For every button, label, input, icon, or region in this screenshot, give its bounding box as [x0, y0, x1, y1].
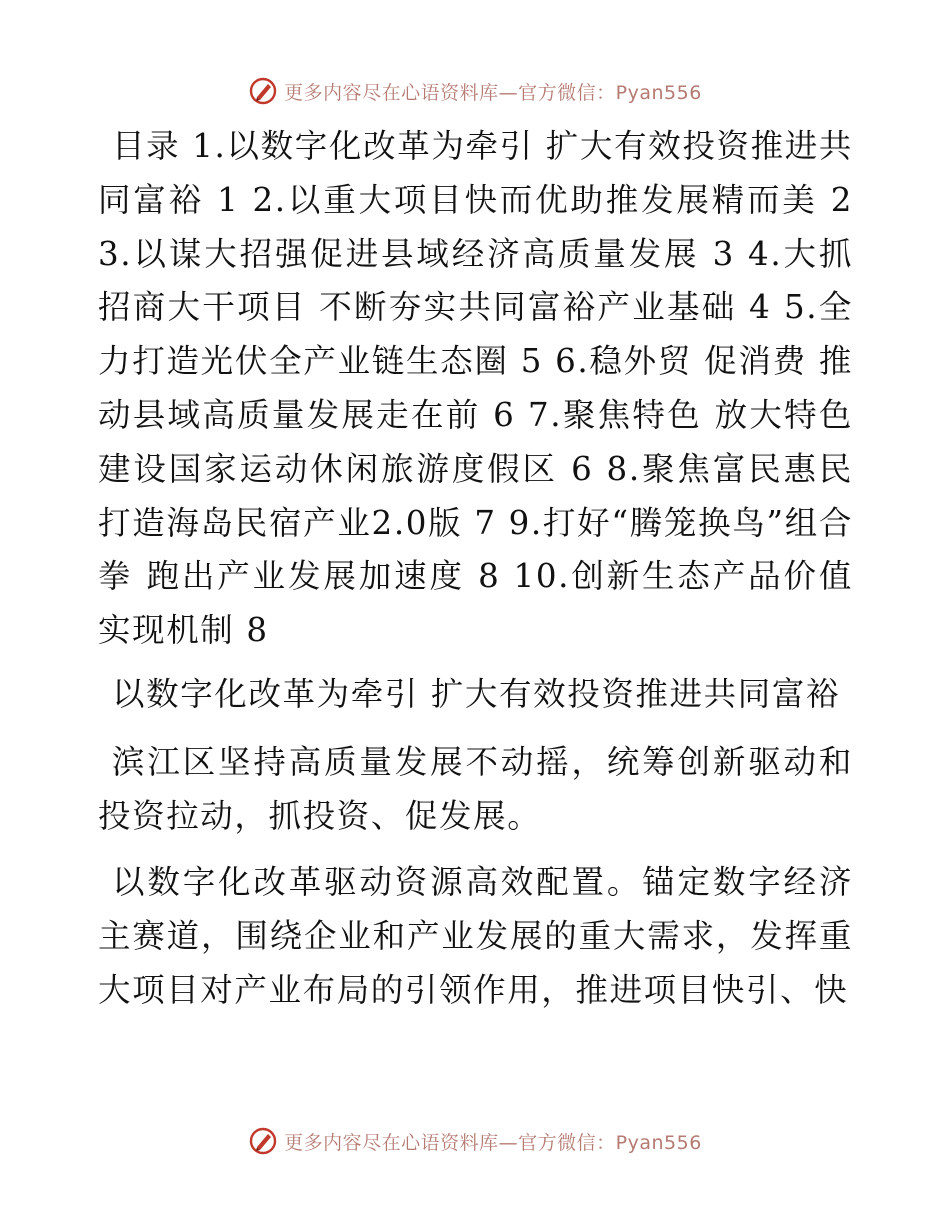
watermark-text: 更多内容尽在心语资料库—官方微信：Pyan556	[284, 81, 702, 104]
red-pen-seal-logo-icon	[248, 76, 278, 106]
paragraph-1: 滨江区坚持高质量发展不动摇，统筹创新驱动和投资拉动，抓投资、促发展。	[98, 742, 853, 835]
header-watermark	[0, 71, 950, 111]
document-body	[98, 120, 853, 1018]
section-heading: 以数字化改革为牵引 扩大有效投资推进共同富裕	[112, 674, 841, 713]
paragraph-2: 以数字化改革驱动资源高效配置。锚定数字经济主赛道，围绕企业和产业发展的重大需求，发挥重大项目对产业布局的引领作用，推进项目快引、快	[98, 863, 853, 1009]
footer-watermark	[0, 1121, 950, 1161]
table-of-contents: 目录 1.以数字化改革为牵引 扩大有效投资推进共同富裕 1 2.以重大项目快而优助推发展精而美 2 3.以谋大招强促进县域经济高质量发展 3 4.大抓招商大干项目 不断夯实共同富裕产业基础 4 5.全力打造光伏全产业链生态圈 5 6.稳外贸 促消费 推动县域高质量发展走在前 6 7.聚焦特色 放大特色 建设国家运动休闲旅游度假区 6 8.聚焦富民惠民 打造海岛民宿产业2.0版 7 9.打好“腾笼换鸟”组合拳 跑出产业发展加速度 8 10.创新生态产品价值实现机制 8	[98, 127, 853, 650]
red-pen-seal-logo-icon	[248, 1126, 278, 1156]
watermark-text: 更多内容尽在心语资料库—官方微信：Pyan556	[284, 1131, 702, 1154]
